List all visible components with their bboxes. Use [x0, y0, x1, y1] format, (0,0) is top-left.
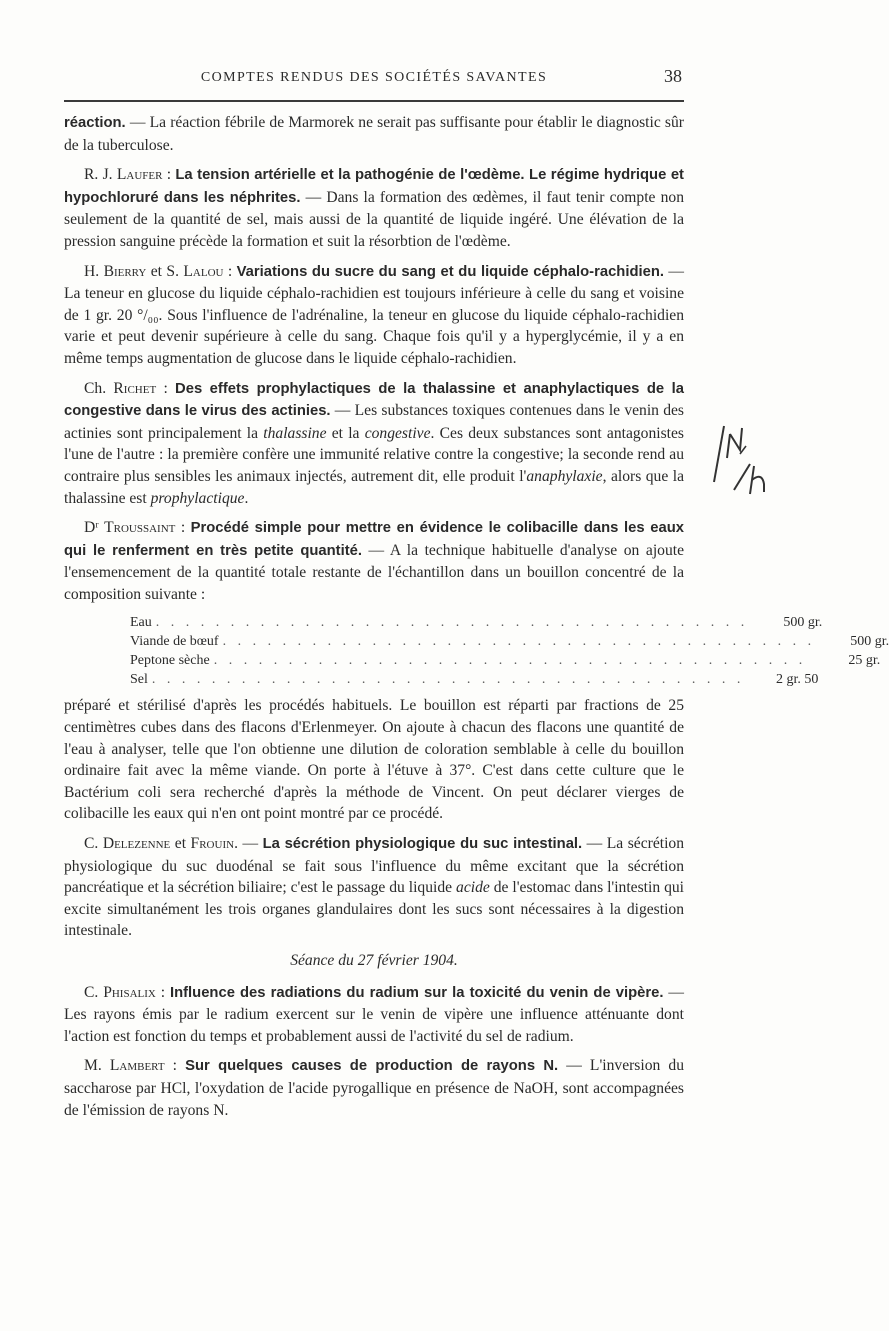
paragraph-text: et la [326, 424, 365, 442]
author-initials: M. [84, 1057, 110, 1075]
author-initials: Ch. [84, 379, 114, 397]
ingredient-name: Sel [130, 672, 148, 688]
author-initials: C. [84, 983, 104, 1001]
paragraph-lambert [64, 1055, 684, 1121]
separator: : [164, 1057, 186, 1075]
article-title: Influence des radiations du radium sur la toxicité du venin de vipère. [169, 984, 664, 1001]
composition-row [130, 613, 823, 632]
article-title: Variations du sucre du sang et du liquide céphalo-rachidien. [236, 263, 664, 280]
header-rule [64, 100, 684, 102]
author-joiner: et [170, 835, 191, 853]
paragraph-delezenne-frouin [64, 833, 684, 942]
italic-term: prophylactique [150, 489, 245, 507]
composition-row [130, 670, 819, 689]
paragraph-text: — Les rayons émis par le radium exercent sur le venin de vipère une influence atténuante dont l'action est fonction du temps et probablement aussi de l'activité du sel de radium. [64, 983, 684, 1045]
author-name: Bierry [103, 262, 147, 280]
author-name: Troussaint [104, 519, 176, 537]
article-title: Procédé simple pour mettre en évidence le colibacille dans les eaux qui le renferment en très petite quantité. [64, 520, 684, 559]
handwritten-margin-note [700, 420, 790, 510]
paragraph-richet [64, 378, 684, 510]
separator: : [175, 519, 191, 537]
paragraph-text: . [244, 489, 249, 507]
author-name: Delezenne [102, 835, 171, 853]
leader-dots: . . . . . . . . . . . . . . . . . . . . . . . . . . . . . . . . . . . . . . . . [222, 634, 816, 650]
paragraph-bierry-lalou [64, 261, 684, 370]
paragraph-laufer [64, 164, 684, 252]
paragraph-text: — La teneur en glucose du liquide céphalo-rachidien est toujours inférieure à celle du sang et voisine de 1 gr. 20 °/₀₀. Sous l'influence de l'adrénaline, la teneur en glucose du liquide céphalo-rachidien varie et peut devenir supérieure à celle du sang. Chaque fois qu'il y a hyperglycémie, il y a en même temps augmentation de glucose dans le liquide céphalo-rachidien. [64, 262, 684, 367]
page-header [64, 66, 684, 96]
paragraph-phisalix [64, 982, 684, 1048]
composition-row [130, 651, 881, 670]
author-name: Phisalix [103, 983, 156, 1001]
separator: . — [234, 835, 263, 853]
paragraph-text: — L'inversion du saccharose par HCl, l'oxydation de l'acide pyrogallique en présence de NaOH, sont accompagnées de l'émission de rayons N. [64, 1057, 684, 1119]
leader-dots: . . . . . . . . . . . . . . . . . . . . . . . . . . . . . . . . . . . . . . . . [151, 672, 745, 688]
paragraph-text: — Les substances toxiques contenues dans le venin des actinies sont principalement la [64, 402, 684, 442]
article-title: La tension artérielle et la pathogénie de l'œdème. Le régime hydrique et hypochloruré dans les néphrites. [64, 167, 684, 206]
author-initials: H. [84, 262, 104, 280]
paragraph-troussaint [64, 517, 684, 605]
article-title: Sur quelques causes de production de rayons N. [185, 1058, 559, 1075]
composition-row [130, 632, 889, 651]
composition-table [130, 613, 889, 689]
paragraph-text: , alors que la thalassine est [64, 467, 684, 507]
separator: : [156, 379, 176, 397]
paragraph-text: de l'estomac dans l'intestin qui excite simultanément les trois organes glandulaires dont les sucs sont nécessaires à la digestion intestinale. [64, 879, 684, 940]
ingredient-amount: 500 gr. [783, 615, 823, 631]
ingredient-amount: 2 gr. 50 [776, 672, 819, 688]
author-initials: R. J. [84, 166, 117, 184]
paragraph-text: . Ces deux substances sont antagonistes l'une de l'autre : la première confère une immunité relative contre la congestive; la seconde rend au contraire plus sensibles les animaux injectés, autrement dit, elle produit l' [64, 424, 684, 485]
author-name: Lambert [109, 1057, 165, 1075]
italic-term: anaphylaxie [526, 467, 603, 485]
author-initials: C. [84, 835, 103, 853]
italic-term: congestive [364, 424, 431, 442]
ingredient-name: Peptone sèche [130, 653, 210, 669]
author-joiner: et S. [146, 262, 184, 280]
italic-term: acide [456, 879, 490, 897]
page-number: 38 [664, 66, 682, 86]
ingredient-name: Eau [130, 615, 152, 631]
separator: : [155, 983, 170, 1001]
paragraph-reaction [64, 112, 684, 156]
paragraph-text: — A la technique habituelle d'analyse on ajoute l'ensemencement de la quantité totale restante de l'échantillon dans un bouillon concentré de la composition suivante : [64, 541, 684, 603]
article-title: Des effets prophylactiques de la thalassine et anaphylactiques de la congestive dans le virus des actinies. [64, 380, 684, 420]
author-name: Lalou [183, 262, 224, 280]
paragraph-text: — La réaction fébrile de Marmorek ne serait pas suffisante pour établir le diagnostic sûr de la tuberculose. [64, 114, 684, 154]
ingredient-amount: 25 gr. [848, 653, 881, 669]
running-title: COMPTES RENDUS DES SOCIÉTÉS SAVANTES [200, 70, 548, 85]
author-initials: Dʳ [84, 519, 105, 537]
separator: : [223, 262, 237, 280]
author-name: Frouin [190, 835, 235, 853]
leader-dots: . . . . . . . . . . . . . . . . . . . . . . . . . . . . . . . . . . . . . . . . [213, 653, 807, 669]
bold-lead: réaction. [64, 115, 126, 131]
author-name: Richet [113, 379, 157, 397]
document-page [64, 66, 889, 1129]
separator: : [162, 166, 176, 184]
author-name: Laufer [116, 166, 163, 184]
leader-dots: . . . . . . . . . . . . . . . . . . . . . . . . . . . . . . . . . . . . . . . . [155, 615, 749, 631]
italic-term: thalassine [263, 424, 327, 442]
paragraph-text: — Dans la formation des œdèmes, il faut tenir compte non seulement de la quantité de sel, mais aussi de la quantité de liquide ingéré. Une élévation de la pression sanguine précède la formation et suit la résorbtion de l'œdème. [64, 188, 685, 250]
article-title: La sécrétion physiologique du suc intestinal. [262, 836, 583, 853]
ingredient-name: Viande de bœuf [130, 634, 219, 650]
handwriting-mark [700, 420, 790, 510]
ingredient-amount: 500 gr. [850, 634, 889, 650]
paragraph-text: préparé et stérilisé d'après les procédés habituels. Le bouillon est réparti par fractions de 25 centimètres cubes dans des flacons d'Erlenmeyer. On ajoute à chacun des flacons une quantité de l'eau à analyser, telle que l'on obtienne une dilution de coloration semblable à celle du bouillon ordinaire fait avec la même viande. On porte à l'étuve à 37°. C'est dans cette culture que le Bactérium coli sera recherché d'après la méthode de Vincent. On peut déclarer vierges de colibacille les eaux qui n'en ont point montré par ce procédé. [64, 697, 684, 823]
paragraph-troussaint-continued [64, 695, 684, 825]
paragraph-text: — La sécrétion physiologique du suc duodénal se fait sous l'influence du même excitant que la sécrétion pancréatique et la sécrétion biliaire; c'est le passage du liquide [64, 835, 684, 897]
session-date: Séance du 27 février 1904. [290, 952, 458, 969]
